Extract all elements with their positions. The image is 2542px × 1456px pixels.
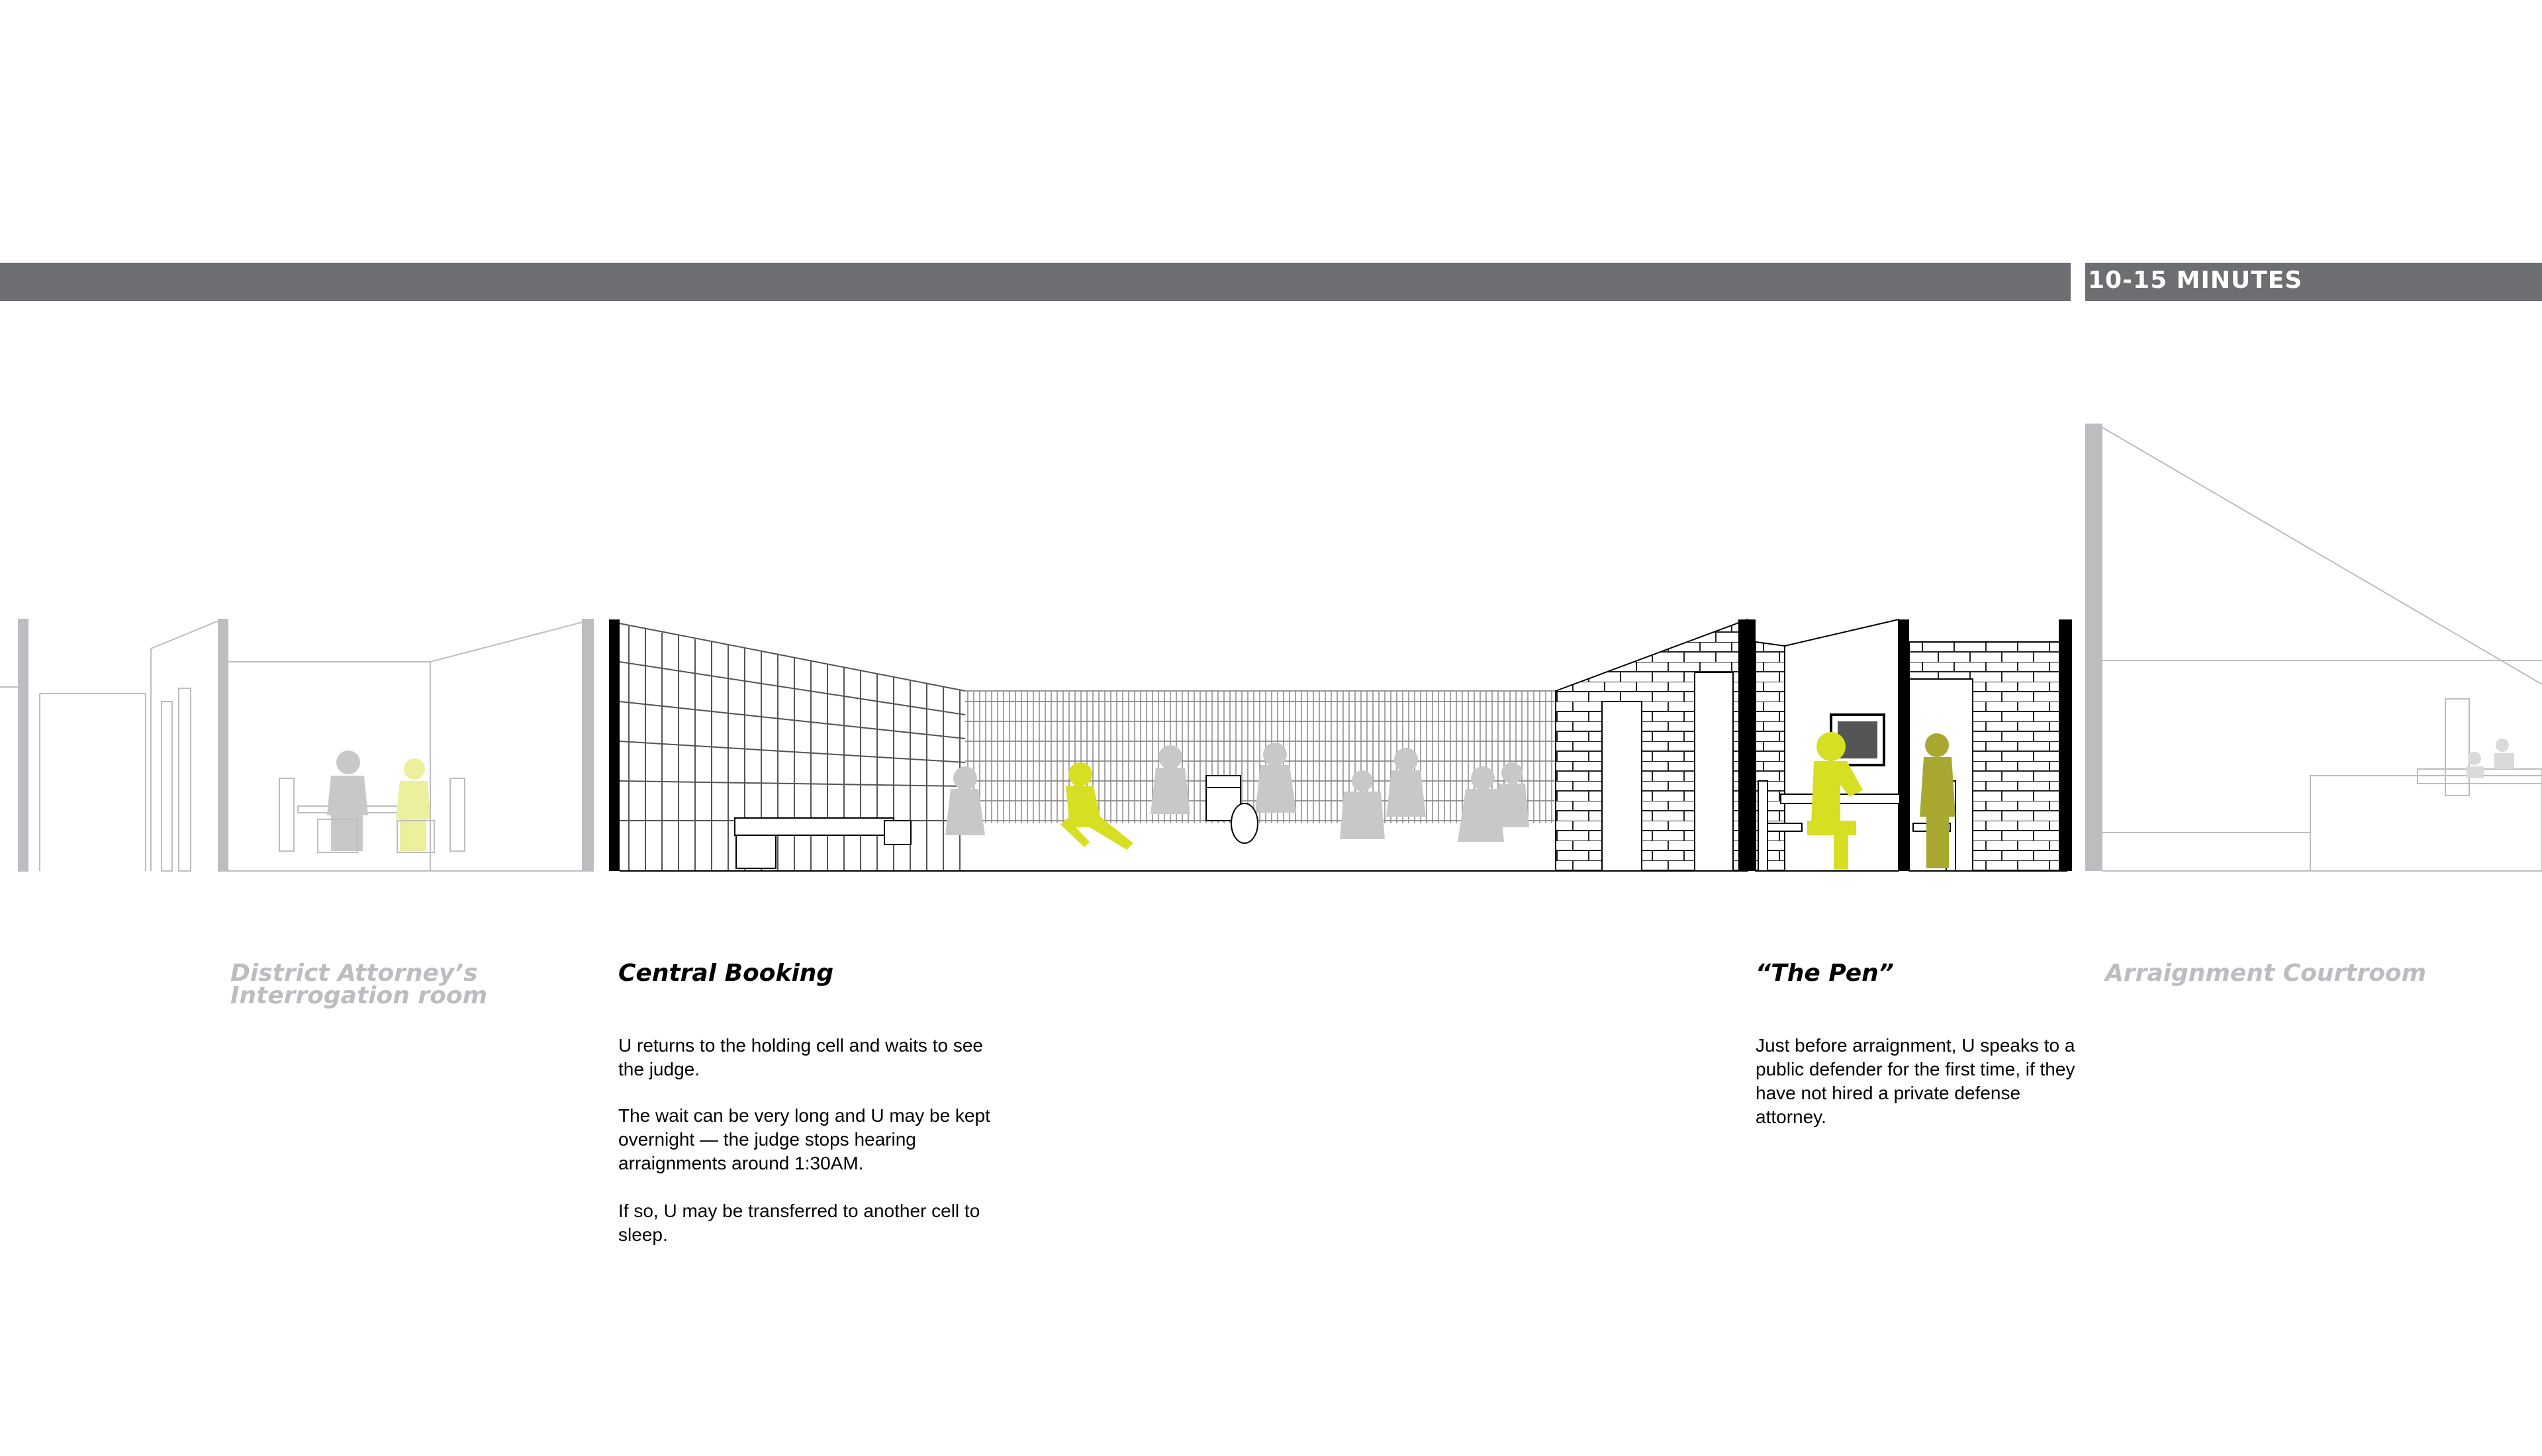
section-title-central-booking: Central Booking [618,960,834,987]
section-title-arraignment-courtroom: Arraignment Courtroom [2105,960,2427,987]
da-interrogation-room-drawing [0,619,593,871]
central-booking-paragraph-3: If so, U may be transferred to another cell to sleep. [618,1201,986,1245]
time-label: 10-15 MINUTES [2088,267,2303,294]
illustration-strip [0,424,2542,887]
seated-figure-faded-yellow [396,758,430,851]
central-booking-paragraph-2: The wait can be very long and U may be kept overnight — the judge stops hearing arraignments around 1:30AM. [618,1105,996,1173]
time-badge [2085,263,2542,301]
arraignment-courtroom-drawing [2085,424,2542,871]
central-booking-paragraph-1: U returns to the holding cell and waits to see the judge. [618,1035,988,1079]
the-pen-drawing [1752,619,2072,871]
central-booking-drawing [609,619,1752,871]
seated-figure-grey [327,751,368,851]
timeline-bar [0,263,2071,301]
bench [735,818,894,835]
section-title-the-pen: “The Pen” [1756,960,1894,987]
section-title-da-room: District Attorney’s Interrogation room [230,960,488,1009]
the-pen-paragraph-1: Just before arraignment, U speaks to a public defender for the first time, if they have not hired a private defense attorney. [1756,1035,2081,1127]
